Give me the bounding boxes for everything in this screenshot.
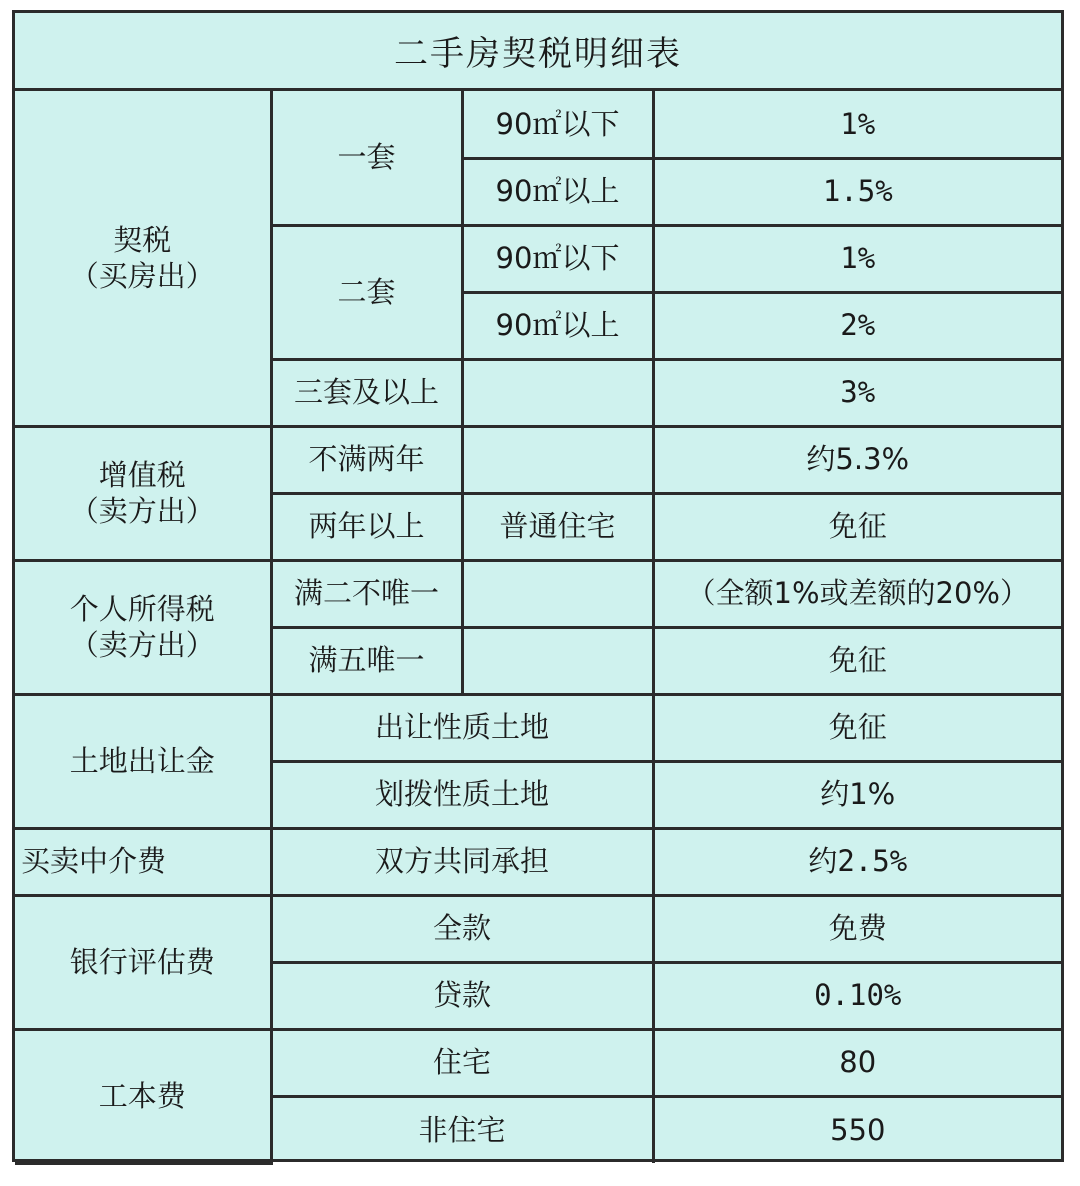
five-only-label: 满五唯一 (271, 627, 462, 694)
vat-label: 增值税 (98, 457, 186, 492)
rate-cell: 1.5% (653, 158, 1061, 225)
table-row (15, 91, 1061, 158)
area-cell: 90㎡以下 (462, 91, 653, 158)
table-row (15, 895, 1061, 962)
table-row (15, 694, 1061, 761)
appraisal-fee-category: 银行评估费 (15, 895, 271, 1029)
deed-tax-category (15, 91, 271, 426)
vat-category (15, 426, 271, 560)
vat-under-two-label: 不满两年 (271, 426, 462, 493)
table-row (15, 426, 1061, 493)
rate-cell: 3% (653, 359, 1061, 426)
first-home-label: 一套 (271, 91, 462, 225)
rate-cell: 约2.5% (653, 828, 1061, 895)
area-cell: 90㎡以上 (462, 292, 653, 359)
area-cell: 90㎡以上 (462, 158, 653, 225)
vat-payer: （卖方出） (69, 494, 215, 528)
income-tax-payer: （卖方出） (69, 628, 215, 662)
rate-cell: 免征 (653, 694, 1061, 761)
third-plus-label: 三套及以上 (271, 359, 462, 426)
full-payment-label: 全款 (271, 895, 653, 962)
value-cell: 0.10% (653, 962, 1061, 1029)
rate-cell: 1% (653, 225, 1061, 292)
rate-cell: 免征 (653, 493, 1061, 560)
rate-cell: （全额1%或差额的20%） (653, 560, 1061, 627)
value-cell: 免费 (653, 895, 1061, 962)
two-not-only-label: 满二不唯一 (271, 560, 462, 627)
tax-detail-table (15, 91, 1061, 1165)
production-fee-category: 工本费 (15, 1029, 271, 1163)
rate-cell: 1% (653, 91, 1061, 158)
empty-cell (462, 426, 653, 493)
area-cell: 90㎡以下 (462, 225, 653, 292)
page-title: 二手房契税明细表 (15, 13, 1061, 91)
deed-tax-label: 契税 (113, 222, 172, 257)
deed-tax-payer: （买房出） (69, 258, 215, 293)
second-home-label: 二套 (271, 225, 462, 359)
empty-cell (462, 627, 653, 694)
tax-table-sheet (12, 10, 1064, 1162)
rate-cell: 免征 (653, 627, 1061, 694)
rate-cell: 约5.3% (653, 426, 1061, 493)
agency-fee-category: 买卖中介费 (15, 828, 271, 895)
value-cell: 550 (653, 1096, 1061, 1163)
agency-fee-borne-by: 双方共同承担 (271, 828, 653, 895)
income-tax-category (15, 560, 271, 694)
empty-cell (462, 560, 653, 627)
land-fee-category: 土地出让金 (15, 694, 271, 828)
table-row (15, 560, 1061, 627)
residential-label: 住宅 (271, 1029, 653, 1096)
housing-type-cell: 普通住宅 (462, 493, 653, 560)
loan-label: 贷款 (271, 962, 653, 1029)
income-tax-label: 个人所得税 (69, 591, 215, 626)
non-residential-label: 非住宅 (271, 1096, 653, 1163)
empty-cell (462, 359, 653, 426)
table-row (15, 1029, 1061, 1096)
vat-over-two-label: 两年以上 (271, 493, 462, 560)
land-transfer-label: 出让性质土地 (271, 694, 653, 761)
table-row (15, 828, 1061, 895)
value-cell: 80 (653, 1029, 1061, 1096)
land-allocated-label: 划拨性质土地 (271, 761, 653, 828)
rate-cell: 2% (653, 292, 1061, 359)
rate-cell: 约1% (653, 761, 1061, 828)
